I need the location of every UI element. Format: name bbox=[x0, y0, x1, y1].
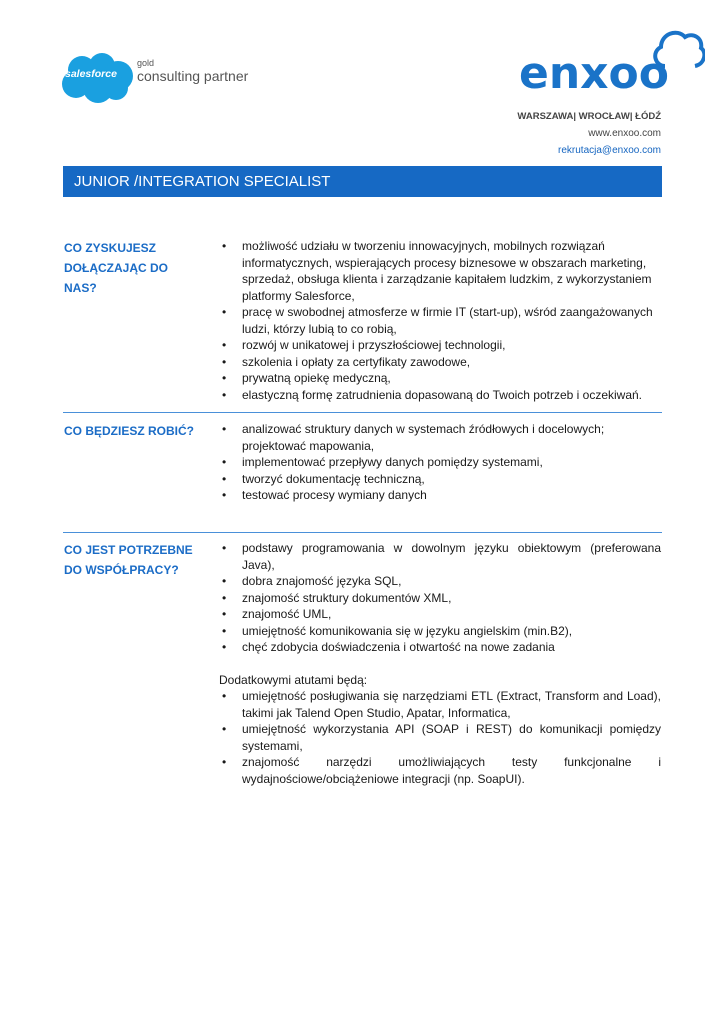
enxoo-logo bbox=[515, 22, 705, 97]
salesforce-wordmark: salesforce bbox=[65, 68, 117, 80]
list-item: • dobra znajomość języka SQL, bbox=[219, 573, 661, 590]
list-item: • znajomość narzędzi umożliwiających testy funkcjonalne i wydajnościowe/obciążeniowe integracji (np. SoapUI). bbox=[219, 754, 661, 787]
list-item: • umiejętność komunikowania się w języku angielskim (min.B2), bbox=[219, 623, 661, 640]
list-item: • tworzyć dokumentację techniczną, bbox=[219, 471, 661, 488]
job-title-banner bbox=[63, 166, 662, 197]
partner-tier: gold bbox=[137, 58, 155, 68]
section-label: CO BĘDZIESZ ROBIĆ? bbox=[64, 424, 195, 438]
company-contact bbox=[517, 108, 661, 159]
section-label: CO ZYSKUJESZ DOŁĄCZAJĄC DO NAS? bbox=[64, 241, 168, 295]
list-item: • podstawy programowania w dowolnym języku obiektowym (preferowana Java), bbox=[219, 540, 661, 573]
list-item: • elastyczną formę zatrudnienia dopasowaną do Twoich potrzeb i oczekiwań. bbox=[219, 387, 661, 404]
list-item: • prywatną opiekę medyczną, bbox=[219, 370, 661, 387]
list-item: • testować procesy wymiany danych bbox=[219, 487, 661, 504]
list-item: • analizować struktury danych w systemach źródłowych i docelowych; projektować mapowania, bbox=[219, 421, 661, 454]
list-item: • znajomość struktury dokumentów XML, bbox=[219, 590, 661, 607]
office-cities: WARSZAWA| WROCŁAW| ŁÓDŹ bbox=[517, 111, 661, 122]
list-item: • chęć zdobycia doświadczenia i otwartość na nowe zadania bbox=[219, 639, 661, 656]
list-item: • implementować przepływy danych pomiędzy systemami, bbox=[219, 454, 661, 471]
job-title: JUNIOR /INTEGRATION SPECIALIST bbox=[74, 173, 331, 190]
salesforce-partner-logo bbox=[58, 52, 258, 108]
list-item: • umiejętność posługiwania się narzędziami ETL (Extract, Transform and Load), takimi jak Talend Open Studio, Apatar, Informatica, bbox=[219, 688, 661, 721]
section-label: CO JEST POTRZEBNE DO WSPÓŁPRACY? bbox=[64, 543, 193, 577]
section-body bbox=[219, 421, 661, 504]
extra-skills-heading: Dodatkowymi atutami będą: bbox=[219, 672, 368, 687]
list-item: • znajomość UML, bbox=[219, 606, 661, 623]
list-item: • umiejętność wykorzystania API (SOAP i REST) do komunikacji pomiędzy systemami, bbox=[219, 721, 661, 754]
section-divider bbox=[63, 412, 662, 413]
list-item: • możliwość udziału w tworzeniu innowacyjnych, mobilnych rozwiązań informatycznych, wspierających procesy biznesowe w obszarach marketing, sprzedaż, obsługa klienta i zarządzanie kapitałem ludzkim, z wykorzystaniem platformy Salesforce, bbox=[219, 238, 661, 304]
website-link[interactable]: www.enxoo.com bbox=[588, 128, 661, 139]
email-link[interactable]: rekrutacja@enxoo.com bbox=[558, 145, 661, 156]
enxoo-wordmark: enxoo bbox=[519, 48, 670, 97]
section-body bbox=[219, 238, 661, 403]
list-item: • szkolenia i opłaty za certyfikaty zawodowe, bbox=[219, 354, 661, 371]
list-item: • pracę w swobodnej atmosferze w firmie IT (start-up), wśród zaangażowanych ludzi, którzy lubią to co robią, bbox=[219, 304, 661, 337]
section-body bbox=[219, 540, 661, 787]
section-divider bbox=[63, 532, 662, 533]
list-item: • rozwój w unikatowej i przyszłościowej technologii, bbox=[219, 337, 661, 354]
partner-type: consulting partner bbox=[137, 68, 249, 84]
